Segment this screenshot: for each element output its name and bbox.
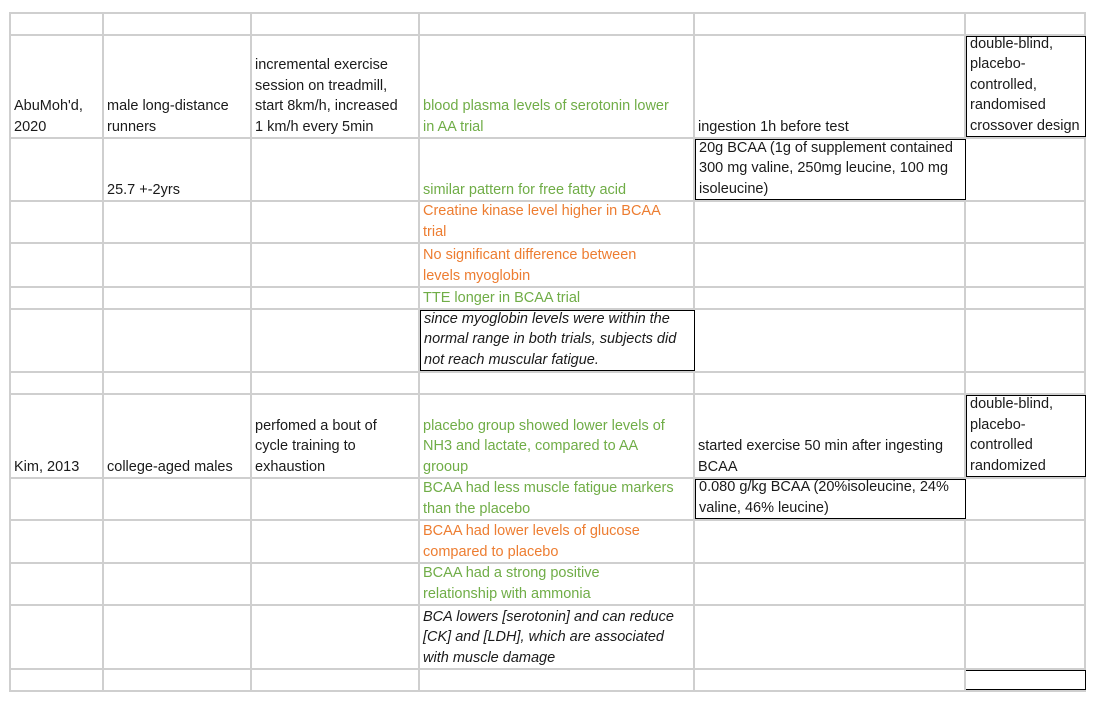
table-cell[interactable] (252, 670, 420, 690)
table-cell[interactable] (104, 564, 252, 604)
table-cell[interactable] (252, 564, 420, 604)
table-cell[interactable] (9, 244, 104, 286)
design-cell[interactable]: double-blind, placebo- controlled, randomised crossover design (966, 36, 1086, 137)
table-cell[interactable] (104, 670, 252, 690)
table-cell[interactable] (966, 139, 1086, 200)
table-cell[interactable] (966, 521, 1086, 562)
table-cell[interactable] (104, 244, 252, 286)
table-cell[interactable] (252, 521, 420, 562)
table-cell[interactable] (9, 670, 104, 690)
table-cell[interactable] (104, 14, 252, 34)
finding-cell[interactable]: BCAA had a strong positive relationship with ammonia (420, 564, 695, 604)
table-row (9, 310, 1086, 373)
table-cell[interactable] (104, 202, 252, 242)
finding-cell[interactable]: blood plasma levels of serotonin lower in AA trial (420, 36, 695, 137)
table-cell[interactable] (9, 564, 104, 604)
table-cell[interactable] (9, 521, 104, 562)
table-cell[interactable] (252, 479, 420, 519)
table-row (9, 244, 1086, 288)
finding-cell[interactable]: placebo group showed lower levels of NH3 and lactate, compared to AA grooup (420, 395, 695, 477)
table-cell[interactable] (966, 288, 1086, 308)
table-cell[interactable] (695, 670, 966, 690)
table-cell[interactable] (695, 310, 966, 371)
table-cell[interactable] (252, 373, 420, 393)
dosage-cell[interactable]: 0.080 g/kg BCAA (20%isoleucine, 24% valine, 46% leucine) (695, 479, 966, 519)
table-cell[interactable] (104, 479, 252, 519)
table-cell[interactable] (104, 288, 252, 308)
table-cell[interactable] (695, 244, 966, 286)
table-cell[interactable] (420, 373, 695, 393)
table-cell[interactable] (966, 14, 1086, 34)
table-cell[interactable] (695, 564, 966, 604)
study-author-cell[interactable]: AbuMoh'd, 2020 (9, 36, 104, 137)
protocol-cell[interactable]: perfomed a bout of cycle training to exhaustion (252, 395, 420, 477)
table-cell[interactable] (420, 14, 695, 34)
dosage-cell[interactable]: 20g BCAA (1g of supplement contained 300 mg valine, 250mg leucine, 100 mg isoleucine) (695, 139, 966, 200)
table-cell[interactable] (966, 202, 1086, 242)
table-cell[interactable] (104, 373, 252, 393)
participants-cell[interactable]: male long-distance runners (104, 36, 252, 137)
table-cell[interactable] (420, 670, 695, 690)
table-row (9, 395, 1086, 479)
protocol-cell[interactable]: incremental exercise session on treadmill, start 8km/h, increased 1 km/h every 5min (252, 36, 420, 137)
table-row (9, 288, 1086, 310)
table-row (9, 373, 1086, 395)
table-cell[interactable] (9, 479, 104, 519)
table-cell[interactable] (966, 606, 1086, 668)
table-cell[interactable] (966, 670, 1086, 690)
table-cell[interactable] (9, 288, 104, 308)
table-row (9, 564, 1086, 606)
finding-cell[interactable]: similar pattern for free fatty acid (420, 139, 695, 200)
table-cell[interactable] (695, 202, 966, 242)
table-row (9, 12, 1086, 36)
finding-cell[interactable]: BCAA had lower levels of glucose compared to placebo (420, 521, 695, 562)
table-cell[interactable] (252, 606, 420, 668)
table-cell[interactable] (966, 244, 1086, 286)
finding-cell[interactable]: Creatine kinase level higher in BCAA trial (420, 202, 695, 242)
finding-cell[interactable]: No significant difference between levels myoglobin (420, 244, 695, 286)
spreadsheet-table (9, 12, 1086, 692)
table-cell[interactable] (252, 310, 420, 371)
participants-age-cell[interactable]: 25.7 +-2yrs (104, 139, 252, 200)
study-author-cell[interactable]: Kim, 2013 (9, 395, 104, 477)
finding-cell[interactable]: TTE longer in BCAA trial (420, 288, 695, 308)
dosage-cell[interactable]: started exercise 50 min after ingesting BCAA (695, 395, 966, 477)
table-cell[interactable] (966, 310, 1086, 371)
table-row (9, 670, 1086, 692)
table-cell[interactable] (695, 606, 966, 668)
table-row (9, 36, 1086, 139)
table-cell[interactable] (966, 373, 1086, 393)
table-cell[interactable] (104, 521, 252, 562)
finding-cell[interactable]: BCAA had less muscle fatigue markers than the placebo (420, 479, 695, 519)
table-cell[interactable] (252, 14, 420, 34)
table-cell[interactable] (9, 310, 104, 371)
note-cell[interactable]: since myoglobin levels were within the normal range in both trials, subjects did not reach muscular fatigue. (420, 310, 695, 371)
table-cell[interactable] (966, 479, 1086, 519)
dosage-cell[interactable]: ingestion 1h before test (695, 36, 966, 137)
table-cell[interactable] (9, 139, 104, 200)
table-cell[interactable] (9, 373, 104, 393)
table-cell[interactable] (966, 564, 1086, 604)
table-row (9, 521, 1086, 564)
table-row (9, 606, 1086, 670)
note-cell[interactable]: BCA lowers [serotonin] and can reduce [CK] and [LDH], which are associated with muscle damage (420, 606, 695, 668)
table-cell[interactable] (695, 14, 966, 34)
table-cell[interactable] (695, 521, 966, 562)
table-cell[interactable] (695, 373, 966, 393)
table-cell[interactable] (104, 606, 252, 668)
table-cell[interactable] (695, 288, 966, 308)
design-cell[interactable]: double-blind, placebo- controlled randomized (966, 395, 1086, 477)
table-cell[interactable] (9, 606, 104, 668)
table-cell[interactable] (252, 202, 420, 242)
table-cell[interactable] (104, 310, 252, 371)
table-row (9, 139, 1086, 202)
participants-cell[interactable]: college-aged males (104, 395, 252, 477)
table-cell[interactable] (252, 244, 420, 286)
table-cell[interactable] (252, 139, 420, 200)
table-cell[interactable] (9, 14, 104, 34)
table-row (9, 479, 1086, 521)
table-cell[interactable] (9, 202, 104, 242)
table-row (9, 202, 1086, 244)
table-cell[interactable] (252, 288, 420, 308)
